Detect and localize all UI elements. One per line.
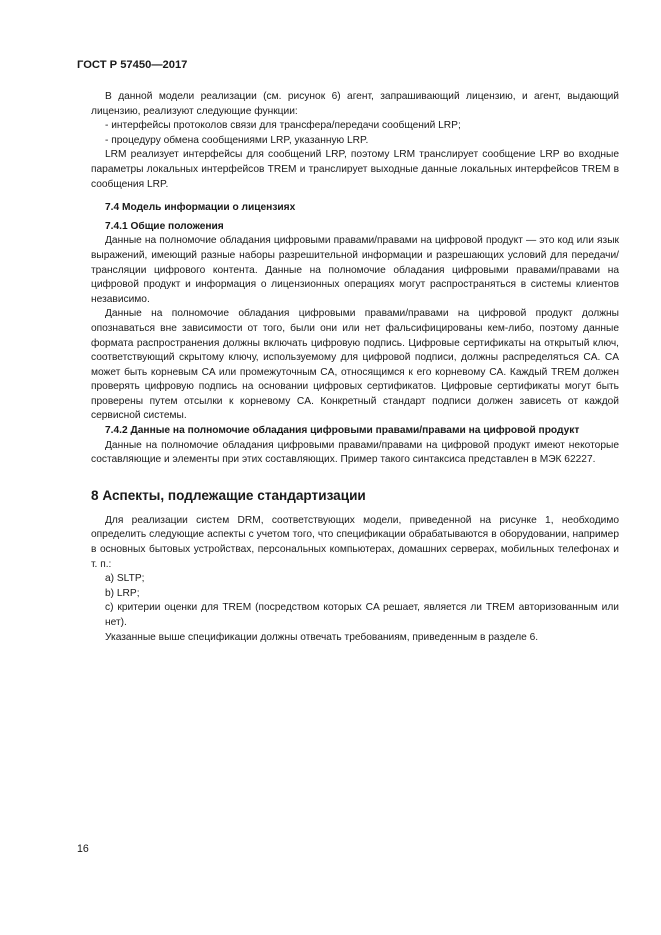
list-item: b) LRP;	[105, 587, 140, 599]
subsection-heading-7-4-1: 7.4.1 Общие положения	[105, 220, 224, 232]
paragraph-8-intro: Для реализации систем DRM, соответствующих модели, приведенной на рисунке 1, необходимо определить следующие аспекты с учетом того, что спецификации обрабатываются в оборудовании, например в основных бытовых устройствах, персональных компьютерах, домашних серверах, мобильных телефонах и т. п.:	[91, 514, 619, 570]
paragraph-lrm: LRM реализует интерфейсы для сообщений LRP, поэтому LRM транслирует сообщение LRP во входные параметры локальных интерфейсов TREM и транслирует выходные данные локальных интерфейсов TREM в сообщения LRP.	[91, 149, 619, 190]
section-heading-7-4: 7.4 Модель информации о лицензиях	[105, 202, 296, 214]
list-item: - процедуру обмена сообщениями LRP, указанную LRP.	[105, 134, 369, 146]
list-item: a) SLTP;	[105, 573, 145, 585]
list-item: c) критерии оценки для TREM (посредством которых CA решает, является ли TREM авторизованным или нет).	[105, 602, 619, 628]
page-number: 16	[77, 843, 89, 855]
paragraph-7-3-intro: В данной модели реализации (см. рисунок 6) агент, запрашивающий лицензию, и агент, выдающий лицензию, реализуют следующие функции:	[91, 91, 619, 117]
document-body	[91, 90, 619, 645]
paragraph-7-4-1-b: Данные на полномочие обладания цифровыми правами/правами на цифровой продукт должны опознаваться вне зависимости от того, были они или нет фальсифицированы кем-либо, поэтому данные формата распространения должны включать цифровую подпись. Цифровые сертификаты на открытый ключ, соответствующий скрытому ключу, используемому для цифровой подписи, должны распределяться CA. CA может быть корневым CA или промежуточным CA, относящимся к его корневому CA. Каждый TREM должен проверять цифровую подпись на основании цифровых сертификатов. Цифровые сертификаты могут быть проверены путем отсылки к корневому CA. Конкретный стандарт подписи должен зависеть от каждой сервисной системы.	[91, 308, 619, 422]
document-header: ГОСТ Р 57450—2017	[77, 59, 188, 71]
section-heading-8: 8 Аспекты, подлежащие стандартизации	[91, 487, 366, 503]
list-item: - интерфейсы протоколов связи для трансфера/передачи сообщений LRP;	[105, 120, 461, 132]
paragraph-7-4-1-a: Данные на полномочие обладания цифровыми правами/правами на цифровой продукт — это код или язык выражений, имеющий разные наборы разрешительной информации и разрешающих условий для передачи/трансляции цифрового контента. Данные на полномочие обладания цифровыми правами/правами на цифровой продукт и информация о лицензионных операциях могут распространяться в системы клиентов независимо.	[91, 235, 619, 305]
paragraph-7-4-2: Данные на полномочие обладания цифровыми правами/правами на цифровой продукт имеют некоторые составляющие и элементы при этих составляющих. Пример такого синтаксиса представлен в МЭК 62227.	[91, 439, 619, 466]
paragraph-8-closing: Указанные выше спецификации должны отвечать требованиям, приведенным в разделе 6.	[105, 631, 539, 643]
subsection-heading-7-4-2: 7.4.2 Данные на полномочие обладания цифровыми правами/правами на цифровой продукт	[105, 425, 580, 437]
